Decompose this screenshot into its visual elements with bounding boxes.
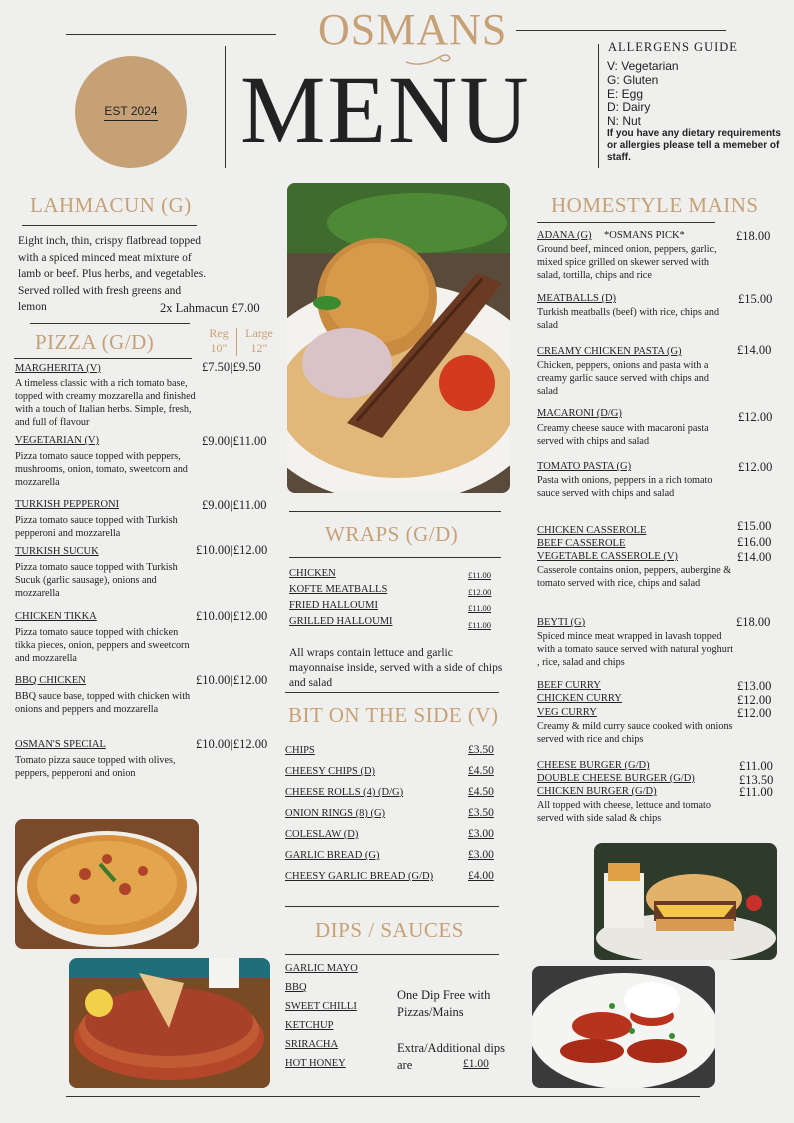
main-item-desc: All topped with cheese, lettuce and tomato served with side salad & chips xyxy=(537,800,711,824)
main-item-price: £18.00 xyxy=(736,229,771,243)
main-item-name: BEEF CASSEROLE xyxy=(537,538,626,549)
pizza-item-price: £9.00|£11.00 xyxy=(202,434,267,448)
dips-extra-note: Extra/Additional dips are xyxy=(397,1041,505,1072)
pizza-item-name: CHICKEN TIKKA xyxy=(15,611,97,622)
dips-extra-price: £1.00 xyxy=(463,1058,489,1070)
pizza-item-name: BBQ CHICKEN xyxy=(15,675,86,686)
pizza-photo xyxy=(15,819,199,949)
dip-item: BBQ xyxy=(285,982,307,993)
main-item-price: £15.00 xyxy=(738,292,773,306)
pizza-item-desc: Pizza tomato sauce topped with chicken tikka pieces, onion, peppers and sweetcorn and mozzarella xyxy=(15,627,190,664)
pizza-item-price: £10.00|£12.00 xyxy=(196,543,268,557)
burger-photo xyxy=(594,843,777,960)
side-item-name: GARLIC BREAD (G) xyxy=(285,850,380,861)
main-item-price: £14.00 xyxy=(737,343,772,357)
main-item-name: MEATBALLS (D) xyxy=(537,293,617,304)
kebab-photo xyxy=(287,183,510,493)
header-rule-left xyxy=(66,34,276,35)
pizza-item-desc: Tomato pizza sauce topped with olives, peppers, pepperoni and onion xyxy=(15,755,176,779)
pizza-col-reg xyxy=(205,326,233,356)
main-item-name: VEGETABLE CASSEROLE (V) xyxy=(537,551,678,562)
pizza-item-price: £10.00|£12.00 xyxy=(196,737,268,751)
side-item-name: CHEESY GARLIC BREAD (G/D) xyxy=(285,871,434,882)
lahmacun-rule xyxy=(22,225,197,226)
main-item-name: BEEF CURRY xyxy=(537,680,601,691)
est-badge xyxy=(75,56,187,168)
allergens-list xyxy=(607,60,679,129)
lahmacun-desc: Eight inch, thin, crispy flatbread topped with a spiced minced meat mixture of lamb or beef. Plus herbs, and vegetables. Served rolled with fresh greens and lemon xyxy=(18,235,207,313)
allergen-item: G: Gluten xyxy=(607,72,659,87)
wrap-item-name: CHICKEN xyxy=(289,568,336,579)
wrap-item-price: £12.00 xyxy=(468,587,492,597)
side-item-name: CHEESE ROLLS (4) (D/G) xyxy=(285,787,404,798)
pizza-col-reg-size: 10" xyxy=(210,341,228,355)
pizza-item-desc: A timeless classic with a rich tomato base, topped with creamy mozzarella and finished with a touch of Italian herbs. Simple, fresh, and full of flavour xyxy=(15,378,196,428)
pizza-item-name: OSMAN'S SPECIAL xyxy=(15,739,106,750)
main-item-name: MACARONI (D/G) xyxy=(537,408,622,419)
main-item-name: CHICKEN CASSEROLE xyxy=(537,525,647,536)
main-item-name: CHEESE BURGER (G/D) xyxy=(537,760,650,771)
main-item-name: ADANA (G) xyxy=(537,230,592,241)
pizza-item-price: £9.00|£11.00 xyxy=(202,498,267,512)
pizza-item-price: £10.00|£12.00 xyxy=(196,673,268,687)
wraps-top-rule xyxy=(289,511,501,512)
allergens-note: If you have any dietary requirements or allergies please tell a memeber of staff. xyxy=(607,128,781,163)
wraps-note: All wraps contain lettuce and garlic mayonnaise inside, served with a side of chips and salad xyxy=(289,647,503,689)
allergen-item: V: Vegetarian xyxy=(607,59,679,73)
lahmacun-bottom-rule xyxy=(30,323,190,324)
allergen-item: N: Nut xyxy=(607,114,642,129)
dip-item: GARLIC MAYO xyxy=(285,963,358,974)
pizza-item-name: TURKISH SUCUK xyxy=(15,546,99,557)
main-item-price: £18.00 xyxy=(736,615,771,629)
main-item-desc: Casserole contains onion, peppers, aubergine & tomato served with rice, chips and salad xyxy=(537,565,732,589)
pizza-col-large-label: Large xyxy=(245,326,273,340)
brand-logo: OSMANS xyxy=(318,5,508,54)
pizza-item-name: TURKISH PEPPERONI xyxy=(15,499,120,510)
main-item-name: BEYTI (G) xyxy=(537,617,586,628)
pizza-heading: PIZZA (G/D) xyxy=(35,330,155,354)
mains-heading: HOMESTYLE MAINS xyxy=(551,193,759,217)
est-text: EST 2024 xyxy=(104,104,157,121)
pizza-col-reg-label: Reg xyxy=(209,326,229,340)
main-item-price: £11.00 xyxy=(739,785,773,799)
main-item-tag: *OSMANS PICK* xyxy=(604,230,685,241)
lahmacun-heading: LAHMACUN (G) xyxy=(30,193,192,217)
allergen-item: E: Egg xyxy=(607,86,644,101)
main-item-price: £12.00 xyxy=(738,410,773,424)
main-item-price: £15.00 xyxy=(737,519,772,533)
header-divider-left xyxy=(225,46,226,168)
wrap-item-name: GRILLED HALLOUMI xyxy=(289,616,393,627)
side-item-price: £4.50 xyxy=(468,786,494,798)
side-item-name: COLESLAW (D) xyxy=(285,829,359,840)
dips-free-note: One Dip Free with Pizzas/Mains xyxy=(397,988,491,1019)
main-item-desc: Spiced mince meat wrapped in lavash topped with a tomato sauce served with natural yoghurt , rice, salad and chips xyxy=(537,631,734,668)
main-item-price: £16.00 xyxy=(737,535,772,549)
allergen-item: D: Dairy xyxy=(607,100,651,115)
lahmacun-photo xyxy=(69,958,270,1088)
pizza-item-desc: Pizza tomato sauce topped with Turkish Sucuk (garlic sausage), onions and mozzarella xyxy=(15,562,178,599)
main-item-price: £12.00 xyxy=(737,706,772,720)
main-item-price: £11.00 xyxy=(739,759,773,773)
wraps-heading: WRAPS (G/D) xyxy=(325,522,459,546)
wrap-item-price: £11.00 xyxy=(468,620,492,630)
main-item-desc: Creamy & mild curry sauce cooked with onions served with rice and chips xyxy=(537,721,733,745)
pizza-item-name: MARGHERITA (V) xyxy=(15,363,101,374)
mains-rule xyxy=(537,222,715,223)
side-item-name: CHEESY CHIPS (D) xyxy=(285,766,376,777)
side-item-name: CHIPS xyxy=(285,745,315,756)
sides-heading: BIT ON THE SIDE (V) xyxy=(288,703,499,727)
main-item-price: £14.00 xyxy=(737,550,772,564)
pizza-item-name: VEGETARIAN (V) xyxy=(15,435,100,446)
dip-item: SWEET CHILLI xyxy=(285,1001,357,1012)
dip-item: SRIRACHA xyxy=(285,1039,339,1050)
main-item-desc: Ground beef, minced onion, peppers, garlic, mixed spice grilled on skewer served with salad, tortilla, chips and rice xyxy=(537,244,717,281)
pizza-item-desc: Pizza tomato sauce topped with peppers, mushrooms, onion, tomato, sweetcorn and mozzarella xyxy=(15,451,188,488)
header-divider-right xyxy=(598,44,599,168)
main-item-name: VEG CURRY xyxy=(537,707,597,718)
main-item-name: TOMATO PASTA (G) xyxy=(537,461,632,472)
allergens-title: ALLERGENS GUIDE xyxy=(608,40,738,54)
sides-top-rule xyxy=(285,692,499,693)
main-item-desc: Creamy cheese sauce with macaroni pasta served with chips and salad xyxy=(537,423,709,447)
pizza-item-price: £7.50|£9.50 xyxy=(202,360,261,374)
dip-item: KETCHUP xyxy=(285,1020,334,1031)
pizza-item-price: £10.00|£12.00 xyxy=(196,609,268,623)
pizza-item-desc: Pizza tomato sauce topped with Turkish pepperoni and mozzarella xyxy=(15,515,178,539)
side-item-price: £4.00 xyxy=(468,870,494,882)
main-item-desc: Chicken, peppers, onions and pasta with a creamy garlic sauce served with chips and salad xyxy=(537,360,709,397)
side-item-price: £3.00 xyxy=(468,849,494,861)
side-item-price: £3.50 xyxy=(468,744,494,756)
main-item-price: £13.00 xyxy=(737,679,772,693)
wrap-item-price: £11.00 xyxy=(468,603,492,613)
pizza-col-large-size: 12" xyxy=(250,341,268,355)
dips-top-rule xyxy=(285,906,499,907)
main-item-price: £12.00 xyxy=(737,693,772,707)
wraps-rule xyxy=(289,557,501,558)
header-rule-right xyxy=(516,30,726,31)
wrap-item-name: FRIED HALLOUMI xyxy=(289,600,378,611)
wrap-item-price: £11.00 xyxy=(468,570,492,580)
side-item-price: £4.50 xyxy=(468,765,494,777)
dips-heading: DIPS / SAUCES xyxy=(315,918,464,942)
side-item-name: ONION RINGS (8) (G) xyxy=(285,808,386,819)
pizza-rule xyxy=(14,358,192,359)
side-item-price: £3.00 xyxy=(468,828,494,840)
footer-rule xyxy=(66,1096,700,1097)
main-item-price: £13.50 xyxy=(739,773,774,787)
main-item-name: CHICKEN BURGER (G/D) xyxy=(537,786,657,797)
side-item-price: £3.50 xyxy=(468,807,494,819)
main-item-name: CHICKEN CURRY xyxy=(537,693,622,704)
pizza-col-divider xyxy=(236,328,237,356)
lahmacun-price: 2x Lahmacun £7.00 xyxy=(160,301,260,315)
pizza-item-desc: BBQ sauce base, topped with chicken with onions and peppers and mozzarella xyxy=(15,691,191,715)
main-item-desc: Turkish meatballs (beef) with rice, chips and salad xyxy=(537,307,720,331)
pizza-col-large xyxy=(240,326,278,356)
wrap-item-name: KOFTE MEATBALLS xyxy=(289,584,388,595)
main-item-name: DOUBLE CHEESE BURGER (G/D) xyxy=(537,773,695,784)
main-item-price: £12.00 xyxy=(738,460,773,474)
main-item-desc: Pasta with onions, peppers in a rich tomato sauce served with chips and salad xyxy=(537,475,713,499)
dip-item: HOT HONEY xyxy=(285,1058,346,1069)
dips-rule xyxy=(285,954,499,955)
main-item-name: CREAMY CHICKEN PASTA (G) xyxy=(537,346,682,357)
page-title: MENU xyxy=(240,56,531,163)
beyti-photo xyxy=(532,966,715,1088)
